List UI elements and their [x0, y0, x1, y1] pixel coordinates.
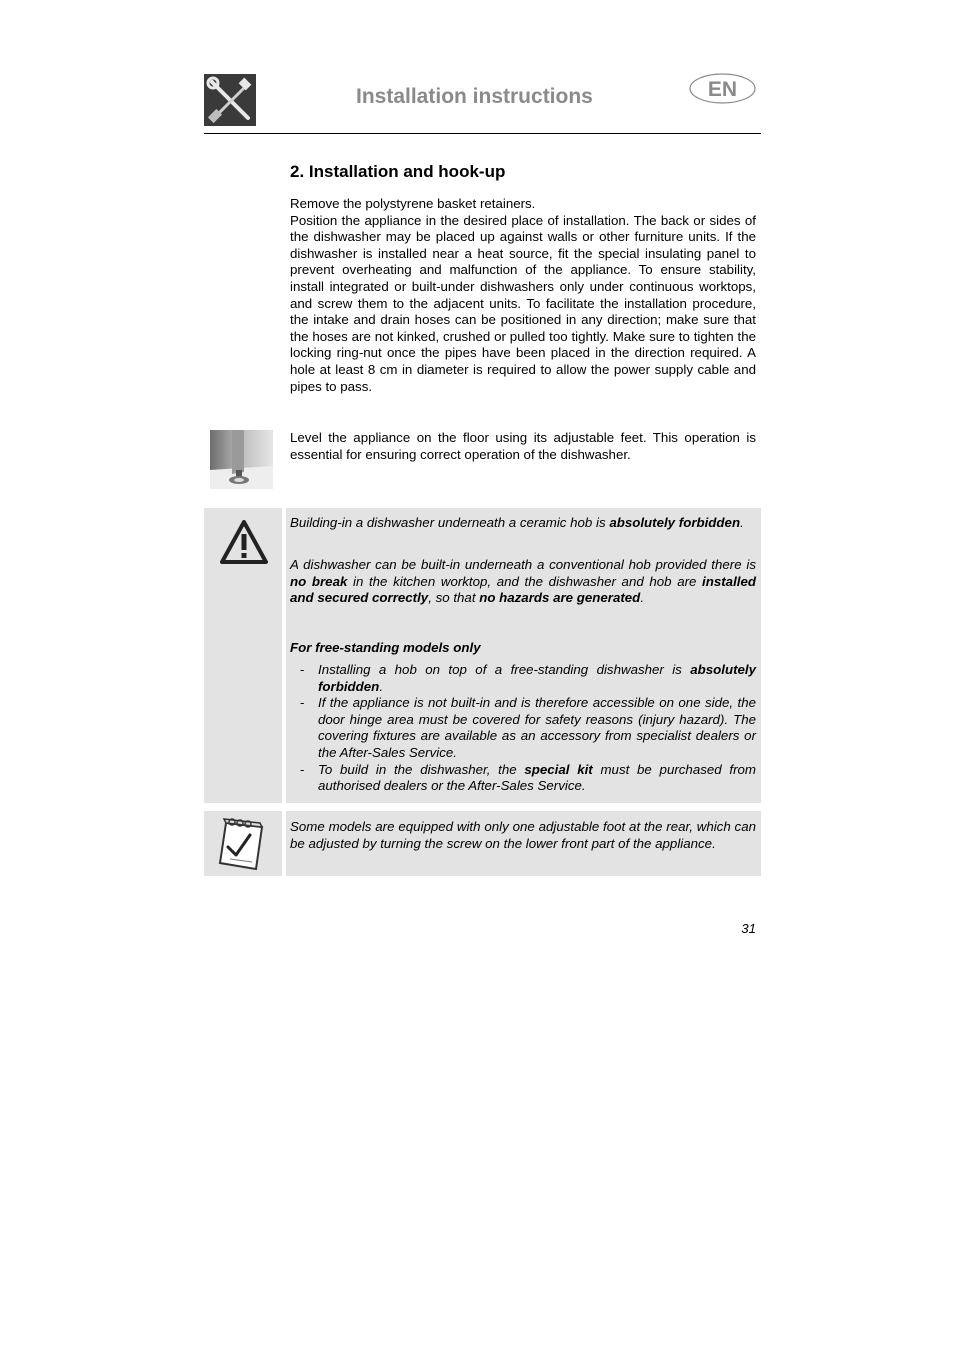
list-dash: -: [300, 695, 305, 711]
warning-triangle-icon: [218, 518, 270, 566]
list-item: [300, 695, 756, 761]
body-paragraph: Position the appliance in the desired place of installation. The back or sides of the dishwasher may be placed up against walls or other furniture units. If the dishwasher is installed near a heat source, fit the special insulating panel to prevent overheating and malfunction of the appliance. To ensure stability, install integrated or built-under dishwashers only under continuous worktops, and screw them to the adjacent units. To facilitate the installation procedure, the intake and drain hoses can be positioned in any direction; make sure that the hoses are not kinked, crushed or pulled too tightly. Make sure to tighten the locking ring-nut once the pipes have been placed in the direction required. A hole at least 8 cm in diameter is required to allow the power supply cable and pipes to pass.: [290, 212, 756, 394]
adjustable-foot-image: [210, 430, 273, 489]
section-title: 2. Installation and hook-up: [290, 162, 506, 181]
warning-emphasis: installed and secured correctly: [290, 573, 756, 606]
tools-icon: [204, 74, 256, 126]
level-text: Level the appliance on the floor using its adjustable feet. This operation is essential for ensuring correct operation of the dishwasher.: [290, 430, 756, 462]
page-number: 31: [741, 921, 756, 936]
list-text: Installing a hob on top of a free-standing dishwasher is: [318, 662, 691, 677]
warning-paragraph-2: [290, 557, 756, 607]
notepad-icon: [216, 813, 268, 873]
intro-line: Remove the polystyrene basket retainers.: [290, 196, 536, 211]
warning-text: A dishwasher can be built-in underneath a conventional hob provided there is: [290, 557, 756, 572]
warning-text: Building-in a dishwasher underneath a ceramic hob is: [290, 515, 610, 530]
level-instruction: [290, 430, 756, 463]
header-divider: [204, 133, 761, 134]
list-item: [300, 662, 756, 695]
list-text: If the appliance is not built-in and is therefore accessible on one side, the door hinge area must be covered for safety reasons (injury hazard). The covering fixtures are available as an accessory from specialist dealers or the After-Sales Service.: [318, 695, 756, 760]
note-paragraph: Some models are equipped with only one adjustable foot at the rear, which can be adjusted by turning the screw on the lower front part of the appliance.: [290, 819, 756, 851]
section-body: [290, 196, 756, 395]
warning-text: .: [640, 590, 645, 606]
list-text: .: [379, 678, 384, 694]
list-item: [300, 762, 756, 795]
free-standing-list: [300, 662, 756, 795]
list-emphasis: absolutely forbidden: [318, 662, 756, 694]
warning-emphasis: absolutely forbidden: [609, 515, 741, 530]
note-text: [290, 819, 756, 852]
warning-text: .: [740, 515, 744, 530]
warning-text: in the kitchen worktop, and the dishwasher and hob are: [347, 573, 703, 589]
warning-emphasis: no hazards are generated: [479, 590, 641, 606]
list-dash: -: [300, 761, 305, 777]
free-standing-subheading: For free-standing models only: [290, 640, 481, 655]
list-text: must be purchased from authorised dealers or the After-Sales Service.: [318, 761, 756, 794]
page-title: Installation instructions: [356, 85, 593, 108]
language-label: EN: [707, 78, 738, 101]
warning-emphasis: no break: [290, 573, 348, 589]
list-text: To build in the dishwasher, the: [318, 761, 525, 777]
warning-paragraph-1: [290, 515, 756, 532]
list-dash: -: [300, 662, 305, 677]
list-emphasis: special kit: [524, 761, 593, 777]
warning-text: , so that: [428, 590, 480, 606]
